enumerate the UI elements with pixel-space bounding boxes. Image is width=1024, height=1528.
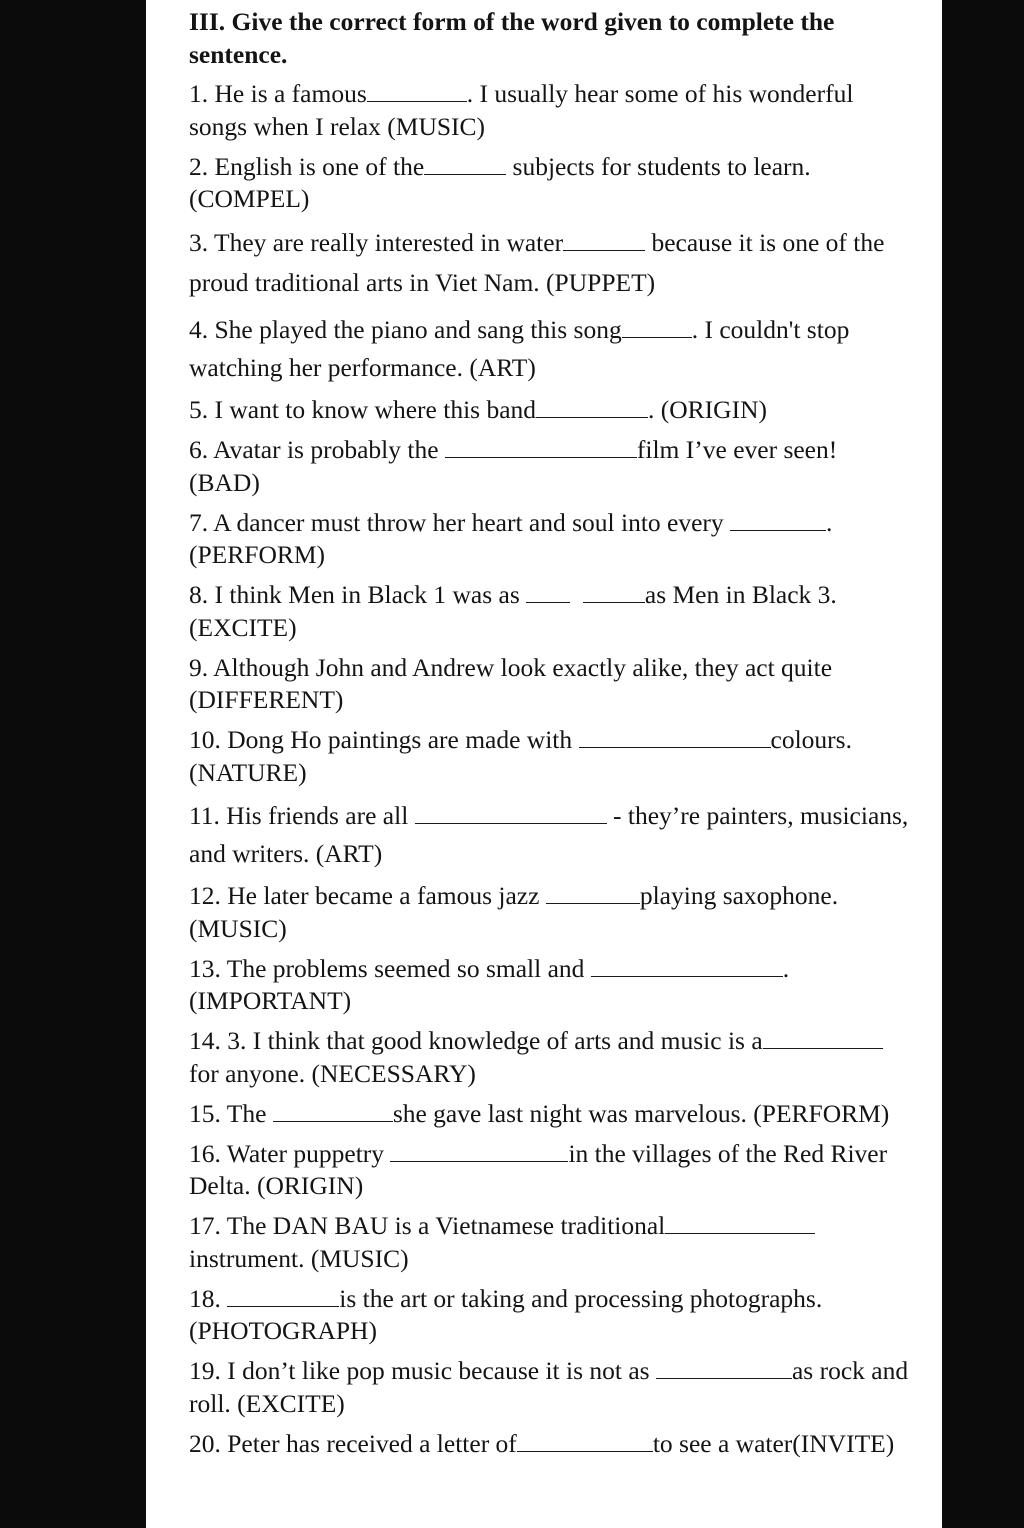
exercise-item-8 bbox=[189, 579, 909, 644]
exercise-item-16 bbox=[189, 1138, 909, 1203]
worksheet-content bbox=[189, 6, 909, 1468]
worksheet-page bbox=[146, 0, 942, 1528]
answer-blank[interactable] bbox=[591, 955, 783, 976]
exercise-item-5 bbox=[189, 394, 909, 427]
item-text-end: . (ORIGIN) bbox=[648, 395, 767, 424]
exercise-item-7 bbox=[189, 507, 909, 572]
item-text-end: to see a water(INVITE) bbox=[652, 1428, 895, 1458]
item-text-start: 7. A dancer must throw her heart and soul into every bbox=[189, 507, 731, 537]
answer-blank[interactable] bbox=[563, 230, 645, 251]
item-text-end: colours. (NATURE) bbox=[189, 725, 852, 787]
item-text-end: because it is one of the proud traditional arts in Viet Nam. (PUPPET) bbox=[189, 228, 885, 297]
item-text-start: 16. Water puppetry bbox=[189, 1138, 391, 1168]
item-text-start: 4. She played the piano and sang this song bbox=[189, 314, 622, 344]
answer-blank[interactable] bbox=[622, 316, 692, 337]
item-text-start: 15. The bbox=[189, 1098, 273, 1128]
answer-blank[interactable] bbox=[424, 153, 506, 174]
exercise-item-1 bbox=[189, 78, 909, 143]
exercise-item-14 bbox=[189, 1025, 909, 1090]
exercise-item-20 bbox=[189, 1428, 909, 1461]
item-text-start: 5. I want to know where this band bbox=[189, 395, 537, 424]
answer-blank-part-2[interactable] bbox=[583, 582, 645, 603]
item-text-end: subjects for students to learn. (COMPEL) bbox=[189, 151, 811, 213]
item-text-end: film I’ve ever seen! (BAD) bbox=[189, 435, 838, 497]
item-text-end: is the art or taking and processing photographs. (PHOTOGRAPH) bbox=[189, 1283, 823, 1345]
exercise-item-9: 9. Although John and Andrew look exactly alike, they act quite (DIFFERENT) bbox=[189, 652, 833, 714]
exercise-item-6 bbox=[189, 434, 909, 499]
item-text-end: as Men in Black 3. (EXCITE) bbox=[189, 580, 837, 642]
answer-blank[interactable] bbox=[367, 81, 467, 102]
item-text-start: 19. I don’t like pop music because it is not as bbox=[189, 1356, 656, 1385]
item-text-start: 3. They are really interested in water bbox=[189, 228, 564, 257]
exercise-item-18 bbox=[189, 1283, 909, 1348]
exercise-item-4 bbox=[189, 311, 909, 387]
answer-blank[interactable] bbox=[445, 437, 637, 458]
cropped-next-line bbox=[189, 1520, 909, 1528]
exercise-item-19 bbox=[189, 1355, 909, 1420]
exercise-item-11 bbox=[189, 797, 909, 873]
answer-blank[interactable] bbox=[730, 509, 826, 530]
item-text-start: 8. I think Men in Black 1 was as bbox=[189, 580, 527, 609]
answer-blank[interactable] bbox=[763, 1028, 883, 1049]
exercise-item-10 bbox=[189, 724, 909, 789]
item-text-end: . I usually hear some of his wonderful songs when I relax (MUSIC) bbox=[189, 79, 854, 141]
exercise-item-17 bbox=[189, 1210, 909, 1275]
item-text-end: as rock and roll. (EXCITE) bbox=[189, 1356, 909, 1418]
exercise-item-2 bbox=[189, 151, 909, 216]
exercise-item-3 bbox=[189, 223, 909, 303]
item-text-start: 17. The DAN BAU is a Vietnamese traditional bbox=[189, 1211, 666, 1240]
answer-blank[interactable] bbox=[390, 1140, 568, 1161]
item-text-end: for anyone. (NECESSARY) bbox=[189, 1058, 476, 1088]
answer-blank[interactable] bbox=[656, 1358, 792, 1379]
exercise-item-13 bbox=[189, 953, 909, 1018]
answer-blank[interactable] bbox=[546, 883, 640, 904]
item-text-end: in the villages of the Red River Delta. (ORIGIN) bbox=[189, 1138, 888, 1200]
item-text-end: playing saxophone. (MUSIC) bbox=[189, 881, 839, 943]
item-text-start: 11. His friends are all bbox=[189, 800, 415, 830]
item-text-start: 13. The problems seemed so small and bbox=[189, 953, 591, 983]
answer-blank-part-1[interactable] bbox=[526, 582, 570, 603]
item-text-start: 10. Dong Ho paintings are made with bbox=[189, 725, 579, 754]
answer-blank[interactable] bbox=[415, 802, 607, 823]
answer-blank[interactable] bbox=[227, 1285, 339, 1306]
answer-blank[interactable] bbox=[536, 397, 648, 418]
item-text-end: instrument. (MUSIC) bbox=[189, 1243, 409, 1273]
item-text-start: 14. 3. I think that good knowledge of arts and music is a bbox=[189, 1026, 763, 1055]
item-text-end: . I couldn't stop watching her performance. (ART) bbox=[189, 314, 850, 382]
item-text-end: - they’re painters, musicians, and writers. (ART) bbox=[189, 800, 909, 868]
answer-blank[interactable] bbox=[579, 727, 771, 748]
item-text-end: . (PERFORM) bbox=[189, 507, 833, 569]
item-text-start: 6. Avatar is probably the bbox=[189, 435, 445, 464]
answer-blank[interactable] bbox=[665, 1213, 815, 1234]
section-heading: III. Give the correct form of the word given to complete the sentence. bbox=[189, 7, 835, 69]
exercise-item-15 bbox=[189, 1098, 909, 1131]
item-text-start: 18. bbox=[189, 1283, 228, 1313]
answer-blank[interactable] bbox=[273, 1100, 393, 1121]
exercise-item-12 bbox=[189, 880, 909, 945]
item-text-end: she gave last night was marvelous. (PERFORM) bbox=[392, 1098, 890, 1128]
item-text-start: 12. He later became a famous jazz bbox=[189, 881, 546, 910]
item-text-start: 2. English is one of the bbox=[189, 151, 425, 181]
item-text-start: 20. Peter has received a letter of bbox=[189, 1428, 517, 1458]
item-text-end: . (IMPORTANT) bbox=[189, 953, 790, 1015]
answer-blank[interactable] bbox=[517, 1430, 653, 1451]
item-text-start: 1. He is a famous bbox=[189, 79, 367, 108]
